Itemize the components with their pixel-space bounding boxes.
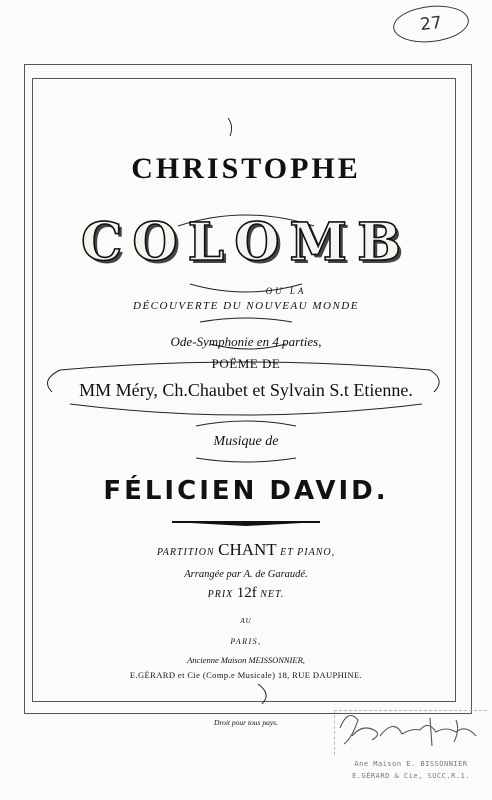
top-flourish — [228, 118, 232, 136]
stamp-area — [334, 710, 487, 755]
catalog-number: 27 — [391, 2, 470, 46]
subtitle: DÉCOUVERTE DU NOUVEAU MONDE — [133, 300, 359, 312]
imprint-former-house: Ancienne Maison MEISSONNIER, — [187, 655, 305, 665]
publisher-stamp — [336, 758, 486, 782]
music-by-label: Musique de — [213, 434, 279, 449]
genre-line: Ode-Symphonie en 4 parties, — [170, 334, 322, 349]
poem-by-label: POËME DE — [211, 356, 281, 371]
stamp-line-1: Ane Maison E. BISSONNIER — [354, 760, 468, 768]
rights-notice: Droit pour tous pays. — [214, 718, 278, 727]
edition-type: PARTITION CHANT ET PIANO, — [156, 540, 336, 559]
stamp-line-2: E.GÉRARD & Cie, SUCC.R.1. — [352, 772, 470, 780]
title-line-2: COLOMB — [80, 212, 412, 273]
composer-name: FÉLICIEN DAVID. — [103, 476, 389, 506]
title-connector: OU LA — [265, 286, 307, 296]
price-line: PRIX 12f NET. — [207, 585, 285, 601]
imprint-publisher: E.GÉRARD et Cie (Comp.e Musicale) 18, RUE DAUPHINE. — [129, 670, 363, 680]
authors-line: MM Méry, Ch.Chaubet et Sylvain S.t Etienne. — [79, 380, 413, 400]
arranger-line: Arrangée par A. de Garaudé. — [184, 569, 308, 580]
title-line-1: CHRISTOPHE — [131, 152, 361, 185]
imprint-au: AU — [240, 617, 252, 625]
imprint-city: PARIS, — [230, 637, 262, 646]
